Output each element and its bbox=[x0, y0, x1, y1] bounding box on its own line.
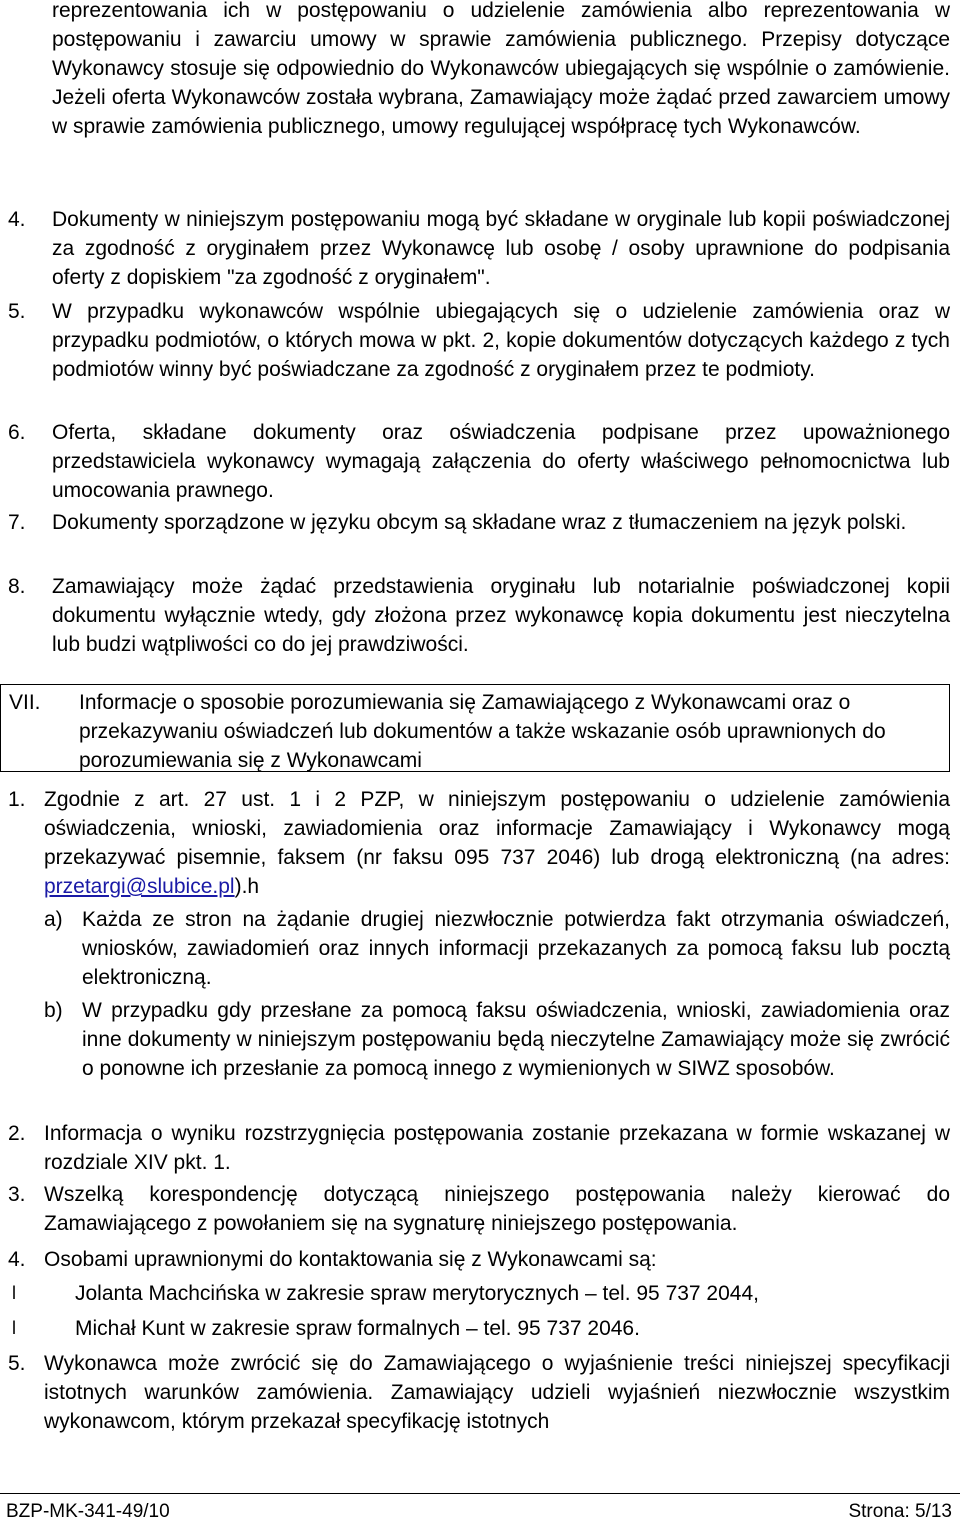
section-title: Informacje o sposobie porozumiewania się Zamawiającego z Wykonawcami oraz o przekazywaniu oświadczeń lub dokumentów a także wskazanie osób uprawnionych do porozumiewania się z Wykonawcami bbox=[79, 691, 886, 772]
list-item bbox=[0, 1245, 950, 1274]
continued-paragraph: reprezentowania ich w postępowaniu o udzielenie zamówienia albo reprezentowania w postępowaniu i zawarciu umowy w sprawie zamówienia publicznego. Przepisy dotyczące Wykonawcy stosuje się odpowiednio do Wykonawców ubiegających się wspólnie o zamówienie. Jeżeli oferta Wykonawców została wybrana, Zamawiający może żądać przed zawarciem umowy w sprawie zamówienia publicznego, umowy regulującej współpracę tych Wykonawców. bbox=[52, 0, 950, 138]
list-item bbox=[0, 785, 950, 901]
list-item bbox=[0, 1349, 950, 1436]
sub-item bbox=[0, 996, 950, 1083]
sub-item-text: W przypadku gdy przesłane za pomocą faksu oświadczenia, wnioski, zawiadomienia oraz inne dokumenty w niniejszym postępowaniu będą nieczytelne Zamawiający może się zwrócić o ponowne ich przesłanie za pomocą innego z wymienionych w SIWZ sposobów. bbox=[82, 999, 950, 1080]
item-number: 4. bbox=[8, 1248, 26, 1271]
item-text: Zamawiający może żądać przedstawienia oryginału lub notarialnie poświadczonej kopii dokumentu wyłącznie wtedy, gdy złożona przez wykonawcę kopia dokumentu jest nieczytelna lub budzi wątpliwości co do jej prawdziwości. bbox=[52, 575, 950, 656]
section-heading-box bbox=[0, 684, 950, 772]
item-text: Dokumenty sporządzone w języku obcym są składane wraz z tłumaczeniem na język polski. bbox=[52, 511, 907, 534]
item-number: 4. bbox=[8, 208, 26, 231]
item-number: 3. bbox=[8, 1183, 26, 1206]
sub-item-text: Każda ze stron na żądanie drugiej niezwłocznie potwierdza fakt otrzymania oświadczeń, wniosków, zawiadomień oraz innych informacji przekazanych za pomocą faksu lub pocztą elektroniczną. bbox=[82, 908, 950, 989]
list-item bbox=[0, 297, 950, 384]
email-link[interactable]: przetargi@slubice.pl bbox=[44, 875, 235, 898]
bullet-marker: l bbox=[12, 1318, 16, 1338]
contact-item bbox=[0, 1279, 950, 1308]
list-item bbox=[0, 508, 950, 537]
footer-page-number: Strona: 5/13 bbox=[848, 1501, 952, 1522]
item-number: 5. bbox=[8, 300, 26, 323]
item-number: 7. bbox=[8, 511, 26, 534]
sub-item bbox=[0, 905, 950, 992]
item-number: 1. bbox=[8, 788, 26, 811]
item-text-part: ).h bbox=[234, 875, 260, 898]
footer-divider bbox=[0, 1493, 960, 1494]
item-text: Dokumenty w niniejszym postępowaniu mogą być składane w oryginale lub kopii poświadczonej za zgodność z oryginałem przez Wykonawcę lub osobę / osoby uprawnione do podpisania oferty z dopiskiem "za zgodność z oryginałem". bbox=[52, 208, 950, 289]
sub-item-letter: b) bbox=[44, 999, 63, 1022]
item-number: 6. bbox=[8, 421, 26, 444]
item-text: Wykonawca może zwrócić się do Zamawiającego o wyjaśnienie treści niniejszej specyfikacji istotnych warunków zamówienia. Zamawiający udzieli wyjaśnień niezwłocznie wszystkim wykonawcom, którym przekazał specyfikację istotnych bbox=[44, 1352, 950, 1433]
bullet-marker: l bbox=[12, 1283, 16, 1303]
item-text bbox=[44, 785, 950, 901]
list-item bbox=[0, 572, 950, 659]
sub-item-letter: a) bbox=[44, 908, 63, 931]
contact-text: Jolanta Machcińska w zakresie spraw merytorycznych – tel. 95 737 2044, bbox=[75, 1282, 759, 1305]
list-item bbox=[0, 205, 950, 292]
item-text: Informacja o wyniku rozstrzygnięcia postępowania zostanie przekazana w formie wskazanej w rozdziale XIV pkt. 1. bbox=[44, 1122, 950, 1174]
list-item bbox=[0, 1180, 950, 1238]
section-number: VII. bbox=[9, 691, 41, 714]
item-text: W przypadku wykonawców wspólnie ubiegających się o udzielenie zamówienia oraz w przypadku podmiotów, o których mowa w pkt. 2, kopie dokumentów dotyczących każdego z tych podmiotów winny być poświadczane za zgodność z oryginałem przez te podmioty. bbox=[52, 300, 950, 381]
item-number: 5. bbox=[8, 1352, 26, 1375]
list-item bbox=[0, 418, 950, 505]
contact-text: Michał Kunt w zakresie spraw formalnych – tel. 95 737 2046. bbox=[75, 1317, 640, 1340]
item-text-part: Zgodnie z art. 27 ust. 1 i 2 PZP, w niniejszym postępowaniu o udzielenie zamówienia oświadczenia, wnioski, zawiadomienia oraz informacje Zamawiający i Wykonawcy mogą przekazywać pisemnie, faksem (nr faksu 095 737 2046) lub drogą elektroniczną (na adres: bbox=[44, 788, 950, 869]
item-text: Oferta, składane dokumenty oraz oświadczenia podpisane przez upoważnionego przedstawiciela wykonawcy wymagają załączenia do oferty właściwego pełnomocnictwa lub umocowania prawnego. bbox=[52, 421, 950, 502]
item-text: Wszelką korespondencję dotyczącą niniejszego postępowania należy kierować do Zamawiającego z powołaniem się na sygnaturę niniejszego postępowania. bbox=[44, 1183, 950, 1235]
item-text: Osobami uprawnionymi do kontaktowania się z Wykonawcami są: bbox=[44, 1248, 657, 1271]
footer-reference: BZP-MK-341-49/10 bbox=[6, 1501, 170, 1522]
contact-item bbox=[0, 1314, 950, 1343]
item-number: 2. bbox=[8, 1122, 26, 1145]
item-number: 8. bbox=[8, 575, 26, 598]
list-item bbox=[0, 1119, 950, 1177]
